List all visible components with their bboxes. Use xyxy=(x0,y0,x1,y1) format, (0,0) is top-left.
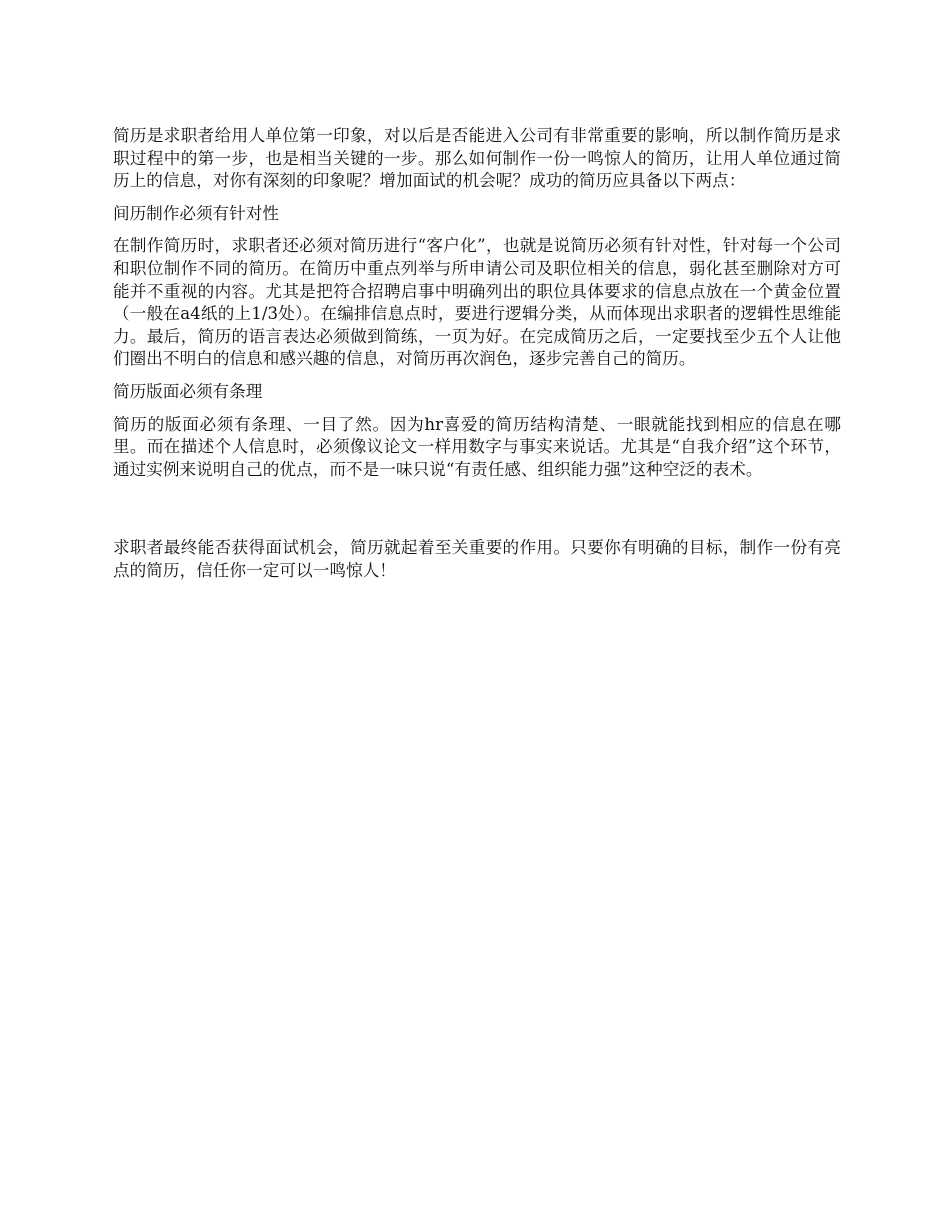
section-paragraph-targeted: 在制作简历时，求职者还必须对简历进行“客户化”，也就是说简历必须有针对性，针对每一个公司和职位制作不同的简历。在简历中重点列举与所申请公司及职位相关的信息，弱化甚至删除对方可能并不重视的内容。尤其是把符合招聘启事中明确列出的职位具体要求的信息点放在一个黄金位置（一般在a4纸的上1/3处）。在编排信息点时，要进行逻辑分类，从而体现出求职者的逻辑性思维能力。最后，简历的语言表达必须做到简练，一页为好。在完成简历之后，一定要找至少五个人让他们圈出不明白的信息和感兴趣的信息，对简历再次润色，逐步完善自己的简历。 xyxy=(113,236,841,369)
section-heading-layout: 简历版面必须有条理 xyxy=(113,381,263,401)
section-heading-targeted: 间历制作必须有针对性 xyxy=(113,203,279,223)
document-body xyxy=(113,125,841,583)
conclusion-paragraph: 求职者最终能否获得面试机会，简历就起着至关重要的作用。只要你有明确的目标，制作一份有亮点的简历，信任你一定可以一鸣惊人！ xyxy=(113,538,841,580)
intro-paragraph: 简历是求职者给用人单位第一印象，对以后是否能进入公司有非常重要的影响，所以制作简历是求职过程中的第一步，也是相当关键的一步。那么如何制作一份一鸣惊人的简历，让用人单位通过简历上的信息，对你有深刻的印象呢？增加面试的机会呢？成功的简历应具备以下两点： xyxy=(113,126,841,191)
section-paragraph-layout: 简历的版面必须有条理、一目了然。因为hr喜爱的简历结构清楚、一眼就能找到相应的信息在哪里。而在描述个人信息时，必须像议论文一样用数字与事实来说话。尤其是“自我介绍”这个环节，通过实例来说明自己的优点，而不是一味只说“有责任感、组织能力强”这种空泛的表术。 xyxy=(113,414,841,479)
